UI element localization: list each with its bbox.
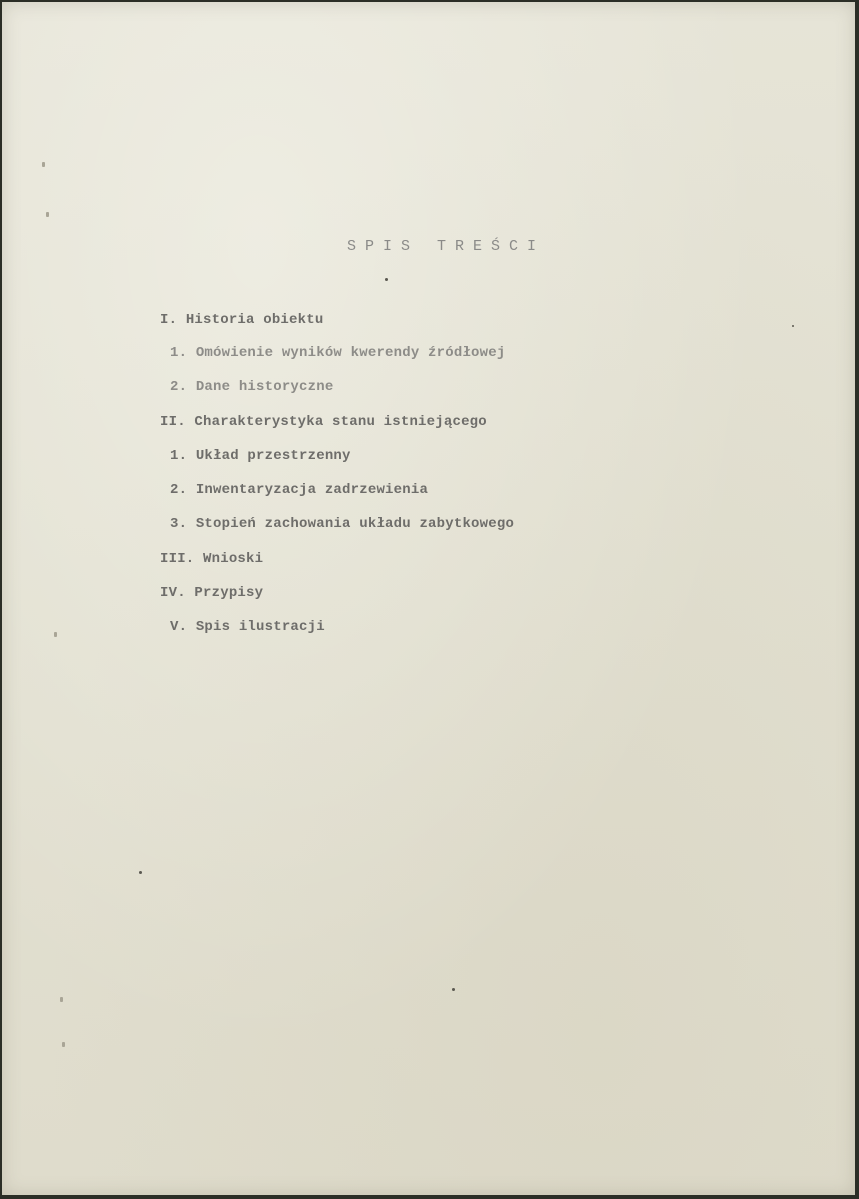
toc-title: Układ przestrzenny (195, 448, 351, 464)
toc-number: 2. (170, 482, 188, 498)
toc-number: 3. (170, 516, 188, 532)
toc-title: Stopień zachowania układu zabytkowego (195, 516, 515, 532)
toc-entry (170, 619, 325, 635)
edge-mark (46, 212, 49, 217)
toc-number: II. (160, 414, 186, 430)
page-title: SPIS TREŚCI (346, 238, 546, 255)
paper-speck (452, 988, 455, 991)
edge-mark (42, 162, 45, 167)
toc-entry (160, 551, 263, 567)
toc-entry (160, 414, 487, 430)
edge-mark (54, 632, 57, 637)
paper-speck (792, 325, 794, 327)
toc-entry (170, 345, 505, 361)
toc-title: Inwentaryzacja zadrzewienia (195, 482, 429, 498)
toc-number: V. (170, 619, 188, 635)
toc-entry (170, 379, 333, 395)
toc-title: Spis ilustracji (195, 619, 325, 635)
edge-mark (62, 1042, 65, 1047)
edge-mark (60, 997, 63, 1002)
toc-entry (170, 516, 514, 532)
toc-entry (160, 312, 323, 328)
toc-title: Historia obiektu (185, 312, 324, 328)
document-page (2, 2, 855, 1195)
toc-number: III. (160, 551, 195, 567)
paper-speck (139, 871, 142, 874)
table-of-contents (2, 2, 855, 1195)
toc-entry (160, 585, 263, 601)
toc-entry (170, 448, 351, 464)
toc-number: 1. (170, 345, 188, 361)
toc-title: Omówienie wyników kwerendy źródłowej (195, 345, 506, 361)
toc-title: Charakterystyka stanu istniejącego (194, 414, 487, 430)
toc-number: 1. (170, 448, 188, 464)
toc-entry (170, 482, 428, 498)
paper-speck (385, 278, 388, 281)
toc-title: Dane historyczne (195, 379, 334, 395)
toc-number: I. (160, 312, 178, 328)
toc-title: Wnioski (203, 551, 264, 567)
toc-number: IV. (160, 585, 186, 601)
toc-number: 2. (170, 379, 188, 395)
toc-title: Przypisy (194, 585, 264, 601)
